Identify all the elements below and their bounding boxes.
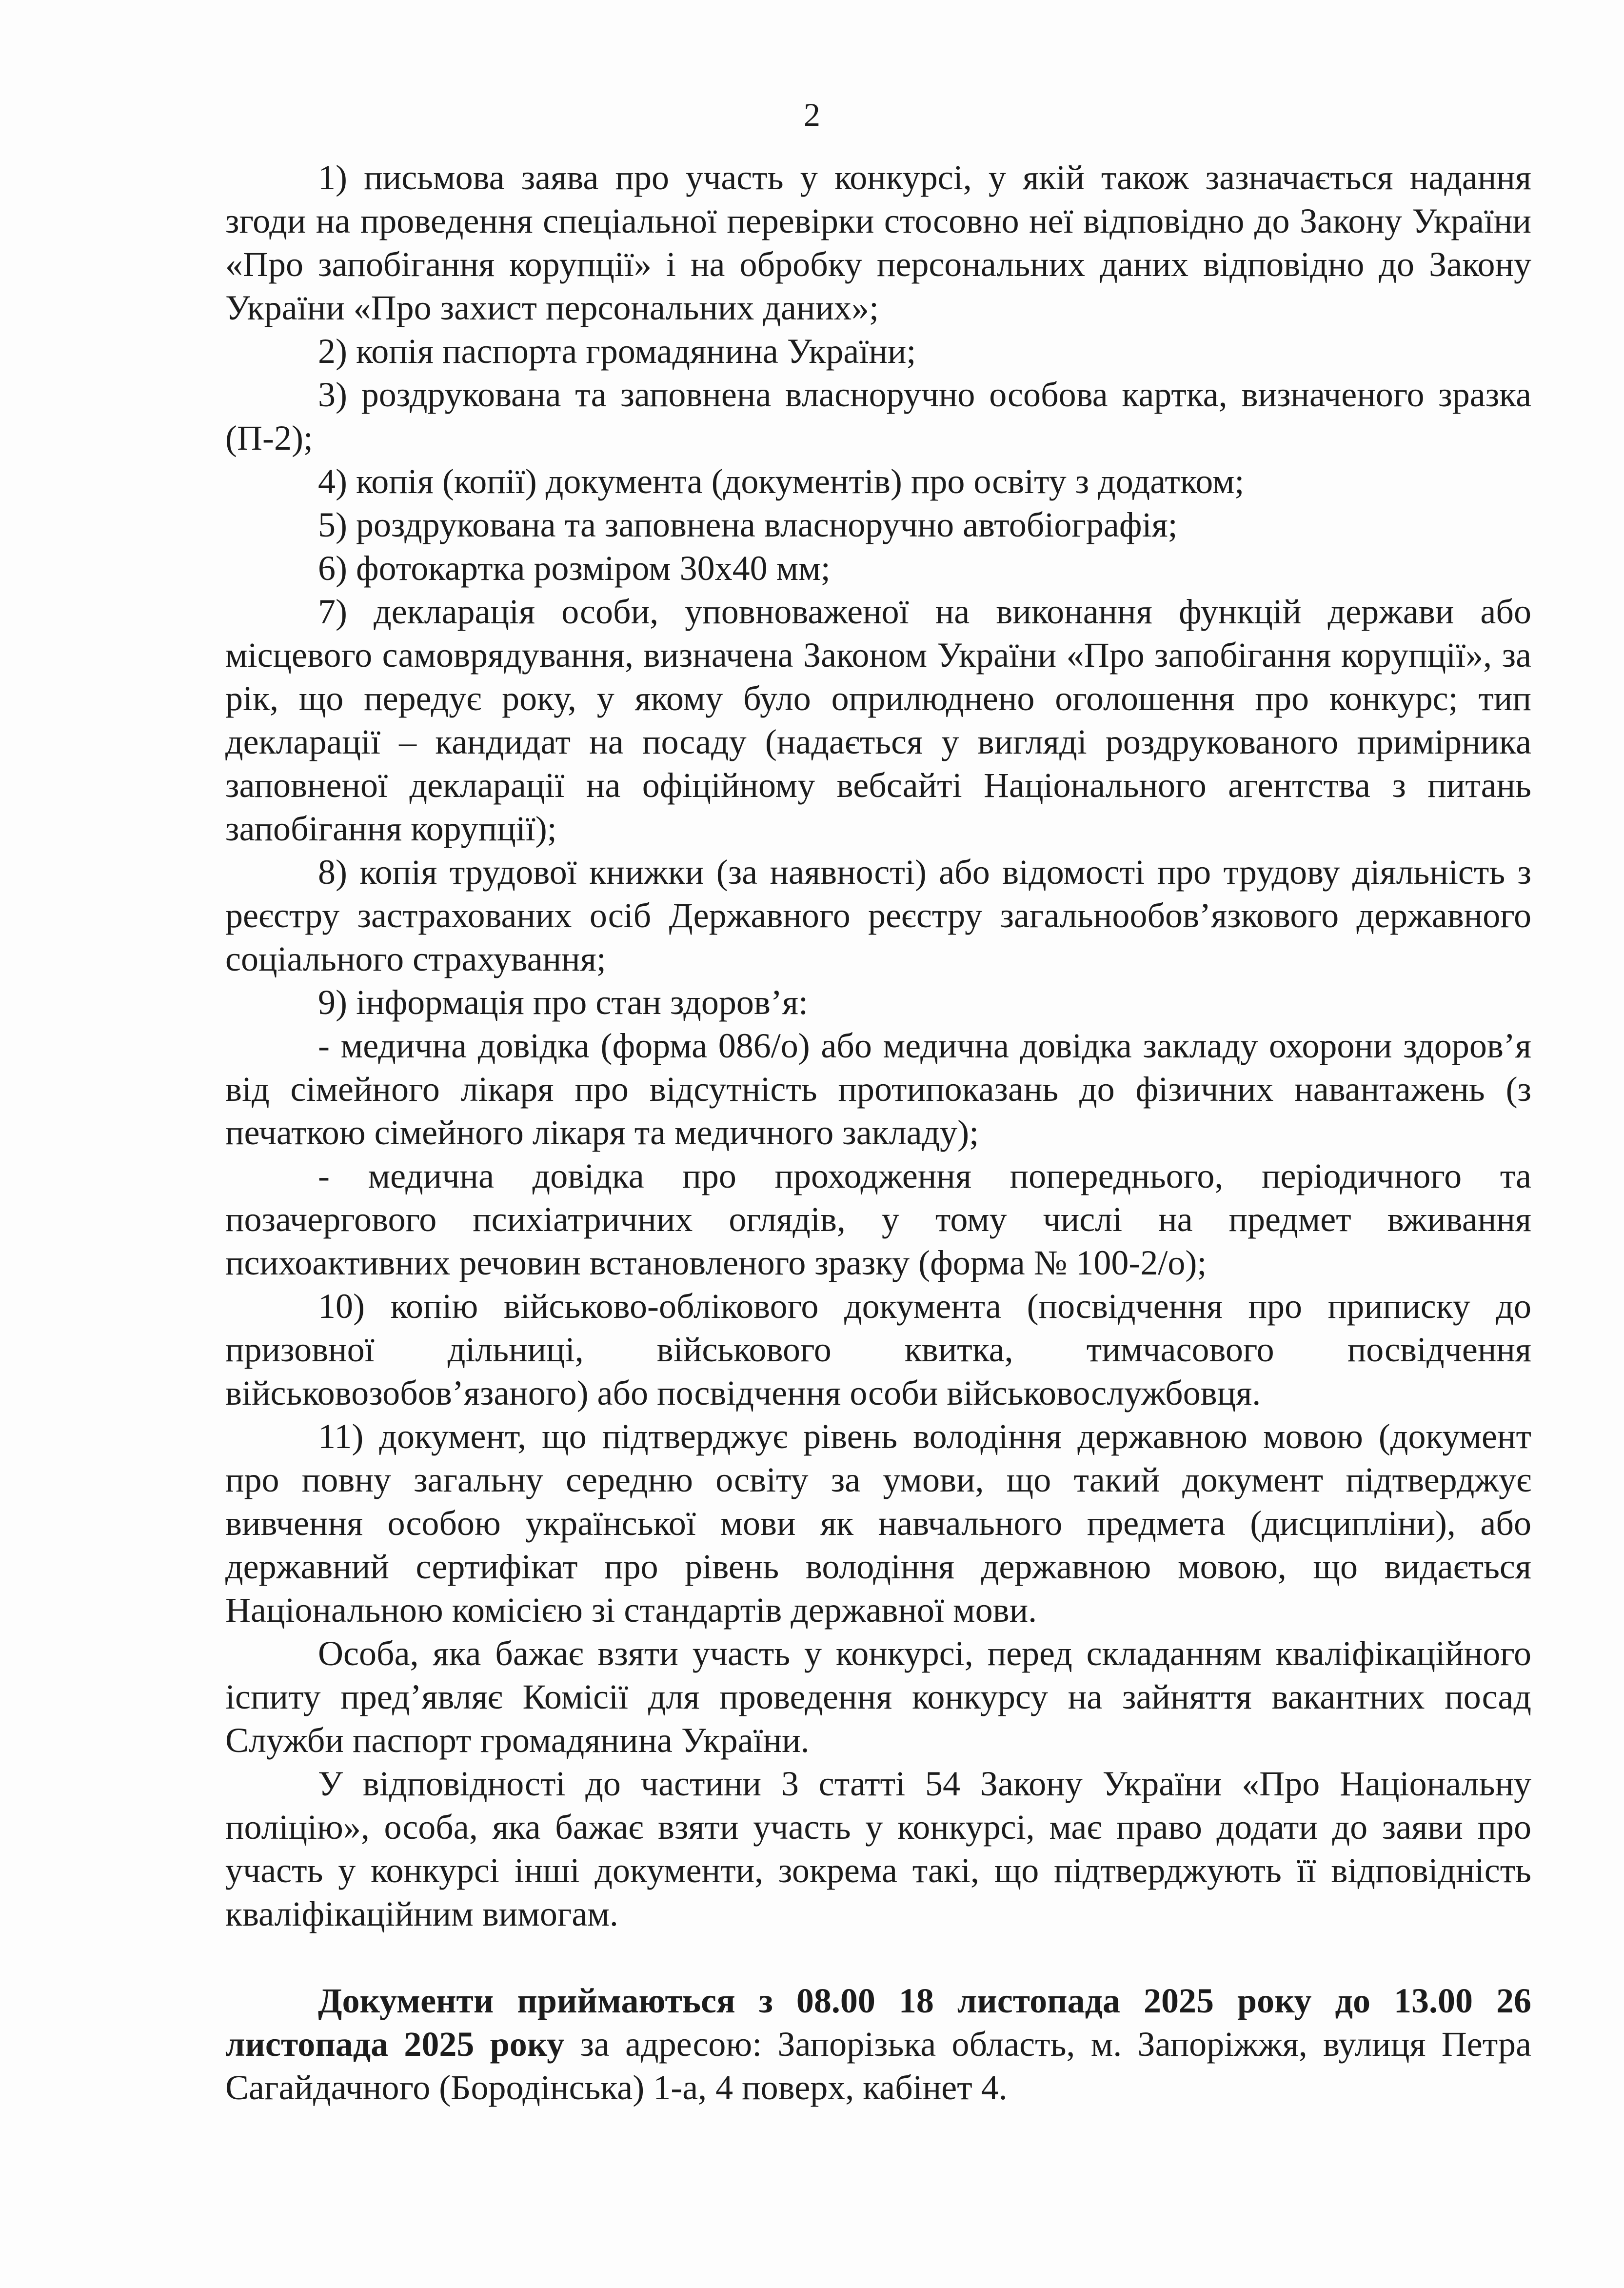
list-item-medical-certificate: - медична довідка (форма 086/о) або медична довідка закладу охорони здоров’я від сімейного лікаря про відсутність протипоказань до фізичних навантажень (з печаткою сімейного лікаря та медичного закладу); [225,1026,1531,1152]
submission-dates: Документи приймаються з 08.00 18 листопада 2025 року до 13.00 26 листопада 2025 року [225,1981,1531,2064]
page-number: 2 [804,96,820,133]
list-item-declaration: 7) декларація особи, уповноваженої на виконання функцій держави або місцевого самоврядування, визначена Законом України «Про запобігання корупції», за рік, що передує року, у якому було оприлюднено оголошення про конкурс; тип декларації – кандидат на посаду (надається у вигляді роздрукованого примірника заповненої декларації на офіційному вебсайті Національного агентства з питань запобігання корупції); [225,592,1531,848]
submission-address: за адресою: Запорізька область, м. Запоріжжя, вулиця Петра Сагайдачного (Бородінська) 1-а, 4 поверх, кабінет 4. [225,2025,1531,2107]
list-item-photo: 6) фотокартка розміром 30х40 мм; [318,549,831,588]
document-body [225,156,1531,2109]
list-item-education-docs: 4) копія (копії) документа (документів) про освіту з додатком; [318,462,1245,501]
list-item-personal-card: 3) роздрукована та заповнена власноручно особова картка, визначеного зразка (П-2); [225,375,1531,458]
list-item-employment-record: 8) копія трудової книжки (за наявності) або відомості про трудову діяльність з реєстру застрахованих осіб Державного реєстру загальнообов’язкового державного соціального страхування; [225,853,1531,978]
paragraph-passport-presentation: Особа, яка бажає взяти участь у конкурсі, перед складанням кваліфікаційного іспиту пред’являє Комісії для проведення конкурсу на зайняття вакантних посад Служби паспорт громадянина України. [225,1634,1531,1760]
list-item-language-proficiency: 11) документ, що підтверджує рівень володіння державною мовою (документ про повну загальну середню освіту за умови, що такий документ підтверджує вивчення особою української мови як навчального предмета (дисципліни), або державний сертифікат про рівень володіння державною мовою, що видається Національною комісією зі стандартів державної мови. [225,1417,1531,1630]
paragraph-additional-documents: У відповідності до частини 3 статті 54 Закону України «Про Національну поліцію», особа, яка бажає взяти участь у конкурсі, має право додати до заяви про участь у конкурсі інші документи, зокрема такі, що підтверджують її відповідність кваліфікаційним вимогам. [225,1764,1531,1933]
list-item-psychiatric-certificate: - медична довідка про проходження попереднього, періодичного та позачергового психіатричних оглядів, у тому числі на предмет вживання психоактивних речовин встановленого зразку (форма № 100-2/о); [225,1156,1531,1282]
list-item-autobiography: 5) роздрукована та заповнена власноручно автобіографія; [318,505,1178,544]
list-item-health-info: 9) інформація про стан здоров’я: [318,983,808,1022]
list-item-application: 1) письмова заява про участь у конкурсі, у якій також зазначається надання згоди на проведення спеціальної перевірки стосовно неї відповідно до Закону України «Про запобігання корупції» і на обробку персональних даних відповідно до Закону України «Про захист персональних даних»; [225,158,1531,327]
list-item-military-document: 10) копію військово-облікового документа (посвідчення про приписку до призовної дільниці, військового квитка, тимчасового посвідчення військовозобов’язаного) або посвідчення особи військовослужбовця. [225,1287,1531,1413]
list-item-passport-copy: 2) копія паспорта громадянина України; [318,332,916,371]
submission-notice [225,1979,1531,2109]
